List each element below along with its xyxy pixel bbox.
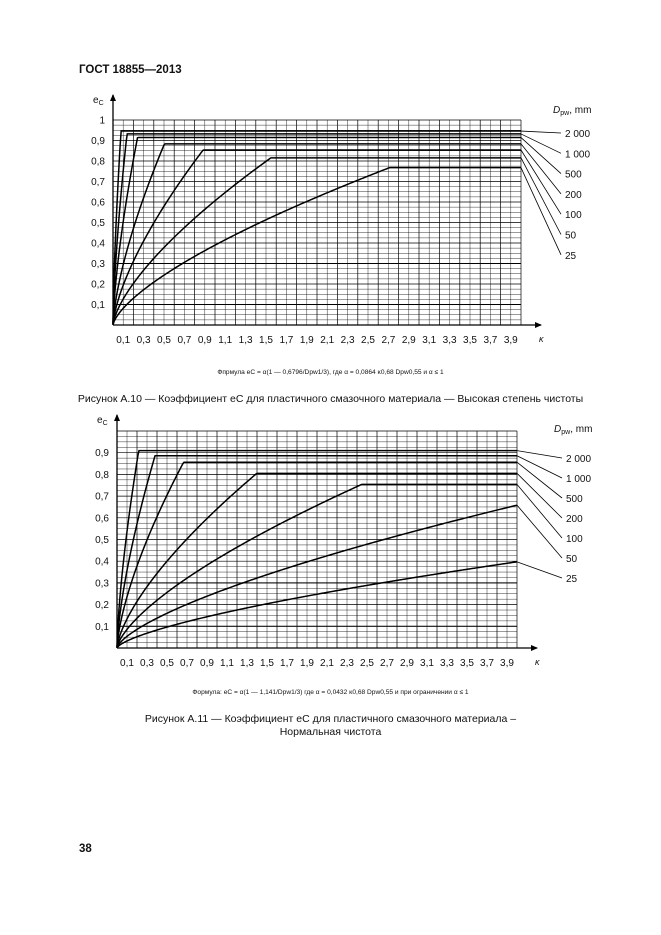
x-tick-label: 2,3	[340, 658, 354, 669]
x-tick-label: 0,5	[160, 658, 174, 669]
y-axis-label: $e_C$	[97, 415, 108, 427]
x-tick-label: 0,3	[140, 658, 154, 669]
legend-label: 2 000	[565, 129, 591, 140]
y-tick-label: 0,7	[95, 491, 109, 503]
x-tick-label: 0,1	[120, 658, 134, 669]
legend-label: 50	[565, 230, 577, 242]
x-tick-label: 2,9	[401, 335, 416, 346]
x-tick-label: 2,3	[340, 335, 355, 346]
chart-a11	[0, 410, 661, 680]
legend-title: $D_{pw}$, mm	[553, 105, 592, 117]
y-tick-label: 0,3	[91, 259, 105, 270]
x-tick-label: 1,9	[300, 658, 314, 669]
y-axis-label: $e_C$	[93, 95, 104, 107]
legend-title: $D_{pw}$, mm	[554, 424, 593, 436]
grid	[117, 431, 517, 648]
x-axis-arrow	[531, 645, 538, 651]
x-tick-label: 1,7	[279, 335, 294, 346]
y-tick-label: 0,2	[91, 279, 105, 291]
x-tick-label: 1,3	[240, 658, 254, 669]
legend-leader	[521, 168, 561, 255]
x-tick-label: 2,5	[361, 335, 375, 346]
formula-a11: Формула: eC = α(1 — 1,141/Dpw1/3) где α = 0,0432 κ0,68 Dpw0,55 и при ограничении α ≤ 1	[192, 689, 469, 696]
x-axis-label: κ	[535, 657, 540, 667]
x-tick-label: 2,1	[320, 658, 334, 669]
x-tick-label: 1,1	[220, 658, 234, 669]
x-tick-label: 1,9	[299, 335, 314, 346]
x-tick-label: 3,7	[480, 658, 494, 669]
x-tick-label: 3,9	[503, 335, 518, 346]
x-axis-label: κ	[539, 334, 544, 344]
x-tick-label: 2,5	[360, 658, 374, 669]
legend-label: 200	[566, 514, 583, 525]
x-tick-label: 0,9	[200, 658, 214, 669]
y-tick-label: 0,9	[95, 448, 109, 460]
legend-label: 50	[566, 554, 578, 565]
x-tick-label: 2,1	[320, 335, 335, 346]
x-tick-label: 1,5	[259, 335, 273, 346]
y-axis-arrow	[114, 414, 120, 421]
figure-caption-a10: Рисунок А.10 — Коэффициент eC для пластичного смазочного материала — Высокая степень чистоты	[77, 393, 584, 405]
x-tick-label: 3,5	[463, 335, 477, 346]
y-tick-label: 0,7	[91, 177, 105, 188]
x-tick-label: 0,3	[136, 335, 151, 346]
y-tick-label: 0,5	[95, 535, 109, 546]
page-number: 38	[79, 843, 92, 855]
x-tick-label: 3,7	[483, 335, 498, 346]
x-tick-label: 3,5	[460, 658, 474, 669]
chart-a10	[0, 85, 661, 365]
legend-leader	[517, 562, 562, 578]
x-tick-label: 3,1	[420, 658, 434, 669]
legend-leader	[521, 134, 561, 153]
legend-label: 1 000	[565, 149, 591, 161]
y-tick-label: 1	[99, 115, 105, 127]
figure-caption-a11	[0, 713, 661, 739]
y-tick-label: 0,4	[91, 238, 105, 250]
x-tick-label: 0,7	[180, 658, 194, 669]
x-tick-label: 3,3	[440, 658, 454, 669]
legend-leader	[517, 451, 562, 458]
y-axis-arrow	[110, 94, 116, 101]
x-tick-label: 1,5	[260, 658, 274, 669]
legend-leader	[521, 150, 561, 214]
y-tick-label: 0,1	[95, 621, 109, 633]
legend-leader	[521, 138, 561, 174]
y-tick-label: 0,3	[95, 578, 109, 590]
caption-line-2: Нормальная чистота	[279, 726, 382, 738]
formula-a10: Фпрмула eC = α(1 — 0,6796/Dpw1/3), где α = 0,0864 κ0,68 Dpw0,55 и α ≤ 1	[217, 369, 444, 376]
y-tick-label: 0,5	[91, 218, 105, 229]
x-tick-label: 0,5	[157, 335, 171, 346]
x-tick-label: 1,3	[238, 335, 253, 346]
x-tick-label: 0,7	[177, 335, 192, 346]
x-tick-label: 0,9	[197, 335, 212, 346]
y-tick-label: 0,2	[95, 600, 109, 612]
y-tick-label: 0,8	[95, 469, 109, 481]
x-tick-label: 2,7	[381, 335, 396, 346]
legend-label: 100	[566, 534, 583, 545]
y-tick-label: 0,1	[91, 300, 105, 311]
legend-label: 500	[566, 494, 583, 505]
y-tick-label: 0,6	[91, 197, 105, 209]
x-tick-label: 0,1	[116, 335, 131, 346]
legend-leader	[521, 131, 561, 133]
x-tick-label: 2,7	[380, 658, 394, 669]
x-tick-label: 1,1	[218, 335, 233, 346]
page-header: ГОСТ 18855—2013	[79, 64, 182, 76]
legend-label: 100	[565, 210, 582, 222]
y-tick-label: 0,6	[95, 513, 109, 525]
x-tick-label: 3,3	[442, 335, 457, 346]
legend-label: 25	[566, 574, 578, 585]
x-axis-arrow	[535, 322, 542, 328]
legend-label: 500	[565, 169, 582, 181]
legend-leader	[517, 456, 562, 478]
y-tick-label: 0,8	[91, 156, 105, 168]
x-tick-label: 2,9	[400, 658, 414, 669]
legend-leader	[517, 505, 562, 558]
legend-label: 25	[565, 250, 577, 262]
caption-line-1: Рисунок А.11 — Коэффициент eC для пластичного смазочного материала –	[144, 713, 517, 725]
y-tick-label: 0,9	[91, 136, 105, 147]
legend-label: 200	[565, 189, 582, 201]
x-tick-label: 3,1	[422, 335, 437, 346]
legend-label: 1 000	[566, 474, 592, 485]
x-tick-label: 3,9	[500, 658, 514, 669]
x-tick-label: 1,7	[280, 658, 294, 669]
y-tick-label: 0,4	[95, 556, 109, 568]
legend-label: 2 000	[566, 454, 592, 465]
